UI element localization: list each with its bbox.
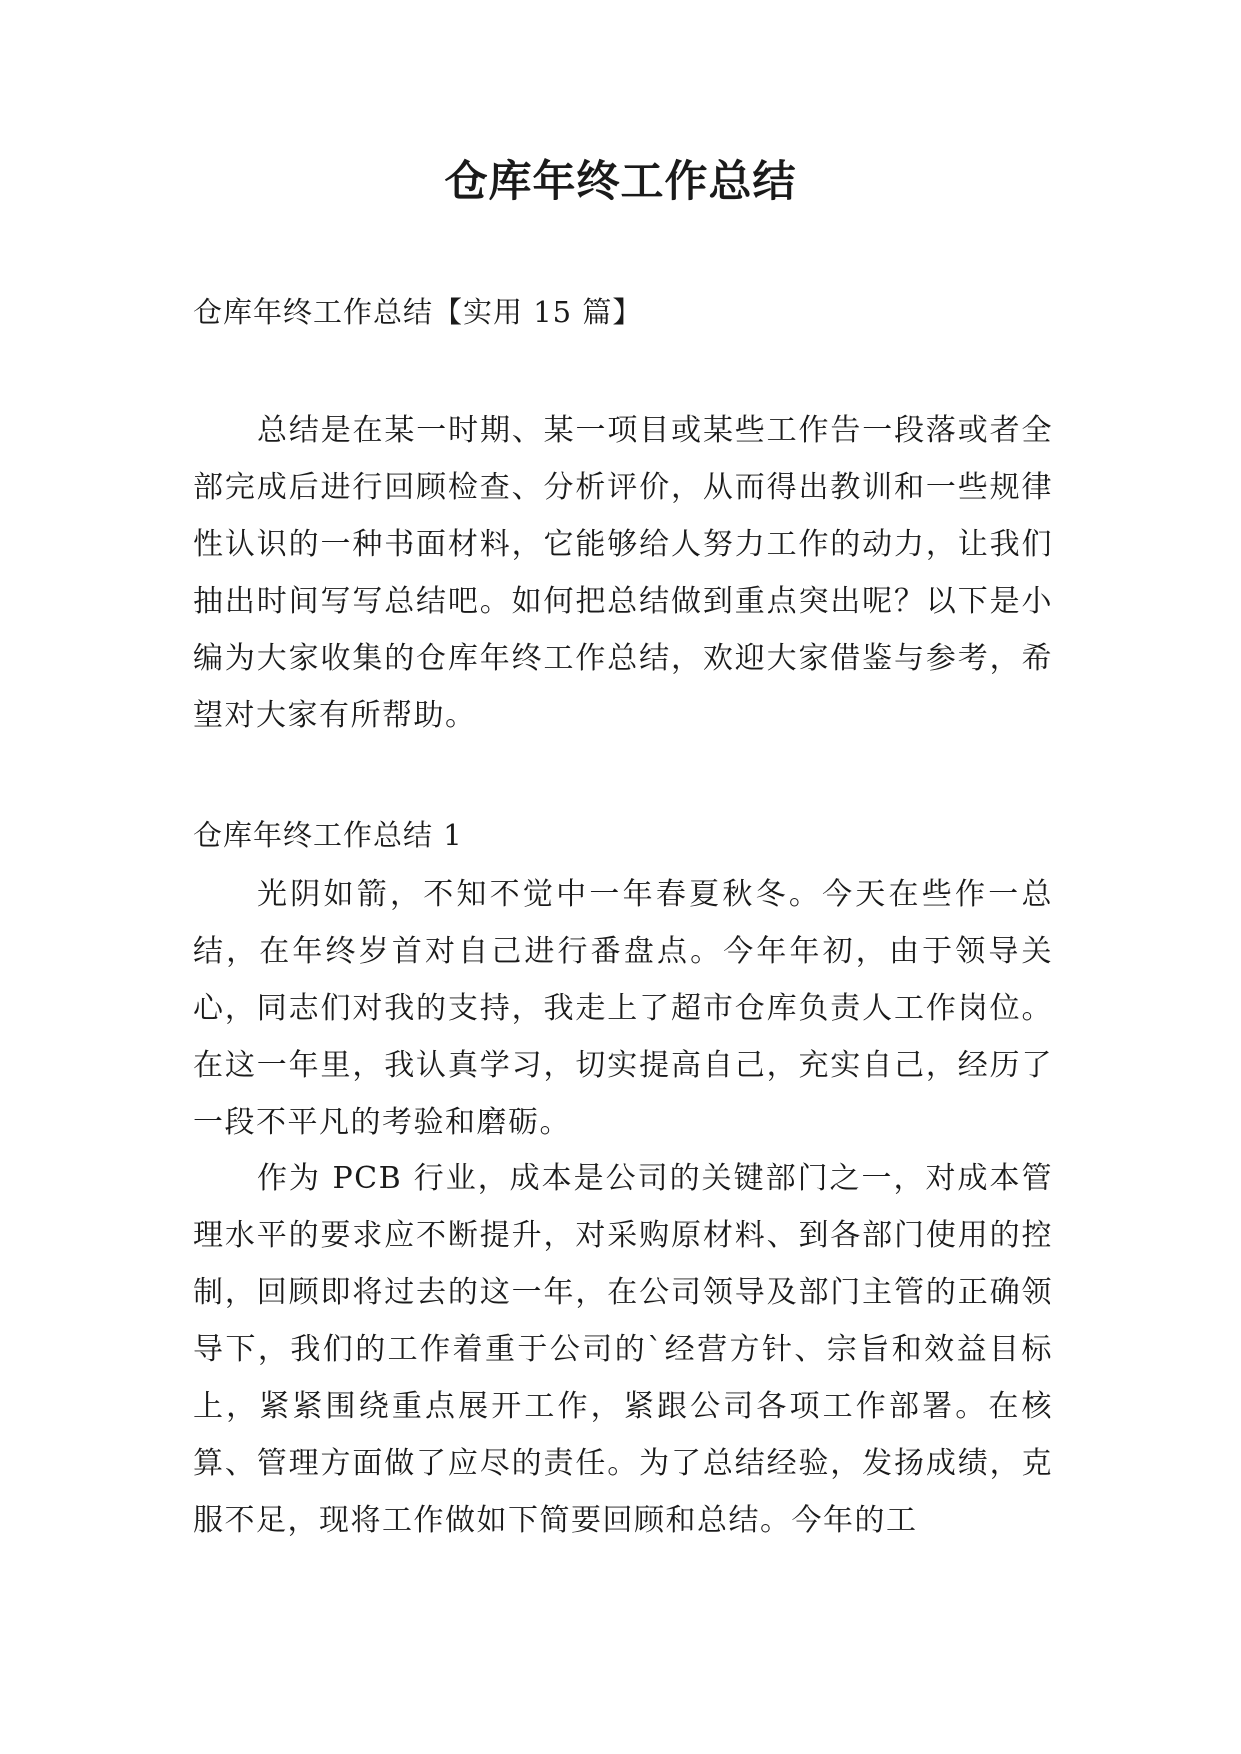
document-subtitle: 仓库年终工作总结【实用 15 篇】 [193,295,643,329]
body-paragraph: 光阴如箭，不知不觉中一年春夏秋冬。今天在些作一总结，在年终岁首对自己进行番盘点。今年年初，由于领导关心，同志们对我的支持，我走上了超市仓库负责人工作岗位。在这一年里，我认真学习，切实提高自己，充实自己，经历了一段不平凡的考验和磨砺。 [193,877,1053,1140]
intro-paragraph: 总结是在某一时期、某一项目或某些工作告一段落或者全部完成后进行回顾检查、分析评价，从而得出教训和一些规律性认识的一种书面材料，它能够给人努力工作的动力，让我们抽出时间写写总结吧。如何把总结做到重点突出呢？以下是小编为大家收集的仓库年终工作总结，欢迎大家借鉴与参考，希望对大家有所帮助。 [193,413,1053,733]
document-title: 仓库年终工作总结 [444,157,797,207]
section-heading: 仓库年终工作总结 1 [193,818,463,852]
body-paragraph: 作为 PCB 行业，成本是公司的关键部门之一，对成本管理水平的要求应不断提升，对采购原材料、到各部门使用的控制，回顾即将过去的这一年，在公司领导及部门主管的正确领导下，我们的工作着重于公司的`经营方针、宗旨和效益目标上，紧紧围绕重点展开工作，紧跟公司各项工作部署。在核算、管理方面做了应尽的责任。为了总结经验，发扬成绩，克服不足，现将工作做如下简要回顾和总结。今年的工 [193,1161,1053,1538]
